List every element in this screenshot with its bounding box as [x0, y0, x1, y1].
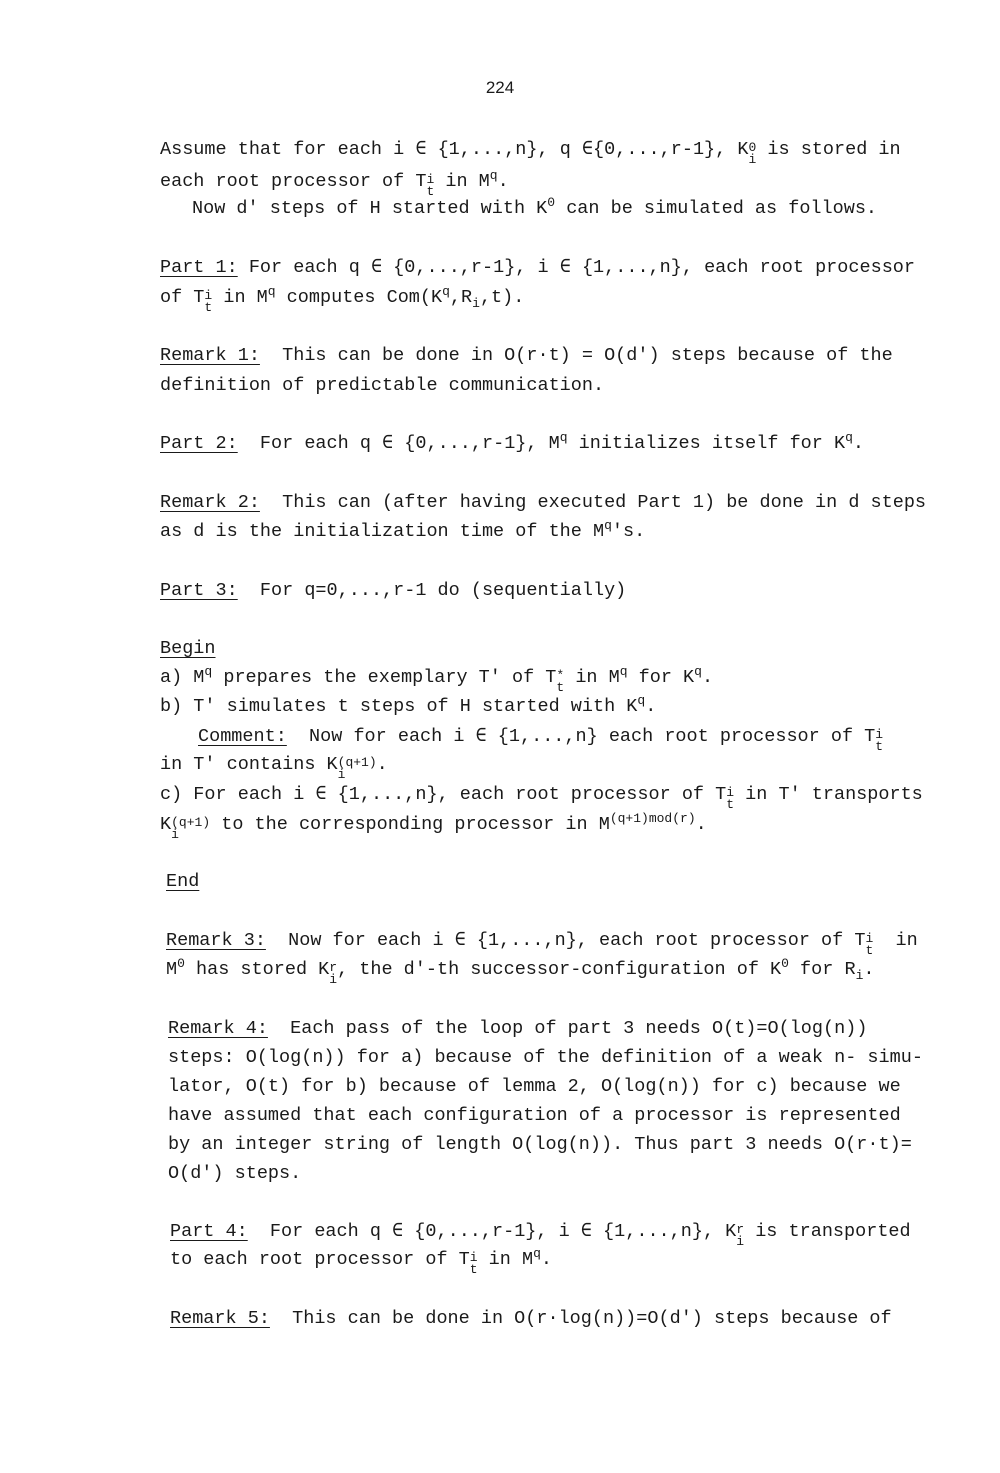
remark-3-line-2: $M^0$ has stored K r i , the d'-th successor-configuration of $K^0$ for $R_i$.	[166, 956, 875, 987]
end-keyword: End	[166, 871, 200, 892]
remark-2-line-2: as d is the initialization time of the $M^q's$.	[160, 518, 646, 542]
remark-3-heading: Remark 3:	[166, 930, 266, 951]
intro-line-3: Now d' steps of H started with $K^0$ can be simulated as follows.	[192, 195, 878, 219]
step-a: a) $M^q$ prepares the exemplary T' of T * t in $M^q$ for $K^q$.	[160, 664, 714, 695]
remark-4-line-5: by an integer string of length O(log(n)). Thus part 3 needs O(r·t)=	[168, 1134, 912, 1155]
intro-line-1: Assume that for each i ∈ {1,...,n}, q ∈{0,...,r-1}, K 0 i is stored in	[160, 139, 901, 167]
part-3-heading: Part 3:	[160, 580, 238, 601]
page-number: 224	[485, 78, 515, 97]
remark-4-line-1: Remark 4: Each pass of the loop of part 3 needs O(t)=O(log(n))	[168, 1018, 868, 1039]
step-c-line-1: c) For each i ∈ {1,...,n}, each root processor of T i t in T' transports	[160, 784, 923, 812]
remark-1-heading: Remark 1:	[160, 345, 260, 366]
part-4-heading: Part 4:	[170, 1221, 248, 1242]
step-b: b) T' simulates t steps of H started with $K^q$.	[160, 693, 657, 717]
comment-line-2: in T' contains K (q+1) i .	[160, 754, 388, 782]
remark-4-line-4: have assumed that each configuration of a processor is represented	[168, 1105, 901, 1126]
remark-4-line-6: O(d') steps.	[168, 1163, 302, 1184]
part-1-line-1: Part 1: For each q ∈ {0,...,r-1}, i ∈ {1,...,n}, each root processor	[160, 257, 916, 278]
part-4-line-2: to each root processor of T i t in $M^q$.	[170, 1246, 553, 1277]
part-1-line-2: of T i t in $M^q$ computes $Com(K^q,R_i,t)$.	[160, 284, 525, 315]
comment-heading: Comment:	[198, 726, 287, 747]
remark-5-line-1: Remark 5: This can be done in O(r·log(n))=O(d') steps because of	[170, 1308, 892, 1329]
remark-4-heading: Remark 4:	[168, 1018, 268, 1039]
part-4-line-1: Part 4: For each q ∈ {0,...,r-1}, i ∈ {1,...,n}, K r i is transported	[170, 1221, 911, 1249]
part-3-line-1: Part 3: For q=0,...,r-1 do (sequentially)	[160, 580, 627, 601]
remark-1-line-2: definition of predictable communication.	[160, 375, 605, 396]
remark-4-line-2: steps: O(log(n)) for a) because of the definition of a weak n- simu-	[168, 1047, 923, 1068]
begin-keyword: Begin	[160, 638, 216, 659]
remark-1-line-1: Remark 1: This can be done in O(r·t) = O(d') steps because of the	[160, 345, 893, 366]
remark-3-line-1: Remark 3: Now for each i ∈ {1,...,n}, each root processor of T i t in	[166, 930, 918, 958]
part-2-heading: Part 2:	[160, 433, 238, 454]
part-2-line-1: Part 2: For each q ∈ {0,...,r-1}, $M^q$ initializes itself for $K^q$.	[160, 430, 864, 454]
remark-2-heading: Remark 2:	[160, 492, 260, 513]
remark-2-line-1: Remark 2: This can (after having executed Part 1) be done in d steps	[160, 492, 927, 513]
intro-line-2: each root processor of T i t in $M^q$.	[160, 168, 509, 199]
remark-5-heading: Remark 5:	[170, 1308, 270, 1329]
part-1-heading: Part 1:	[160, 257, 238, 278]
comment-line-1: Comment: Now for each i ∈ {1,...,n} each root processor of T i t	[198, 726, 884, 754]
step-c-line-2: K (q+1) i to the corresponding processor in $M^{(q+1)mod(r)}$.	[160, 811, 707, 842]
remark-4-line-3: lator, O(t) for b) because of lemma 2, O(log(n)) for c) because we	[168, 1076, 901, 1097]
